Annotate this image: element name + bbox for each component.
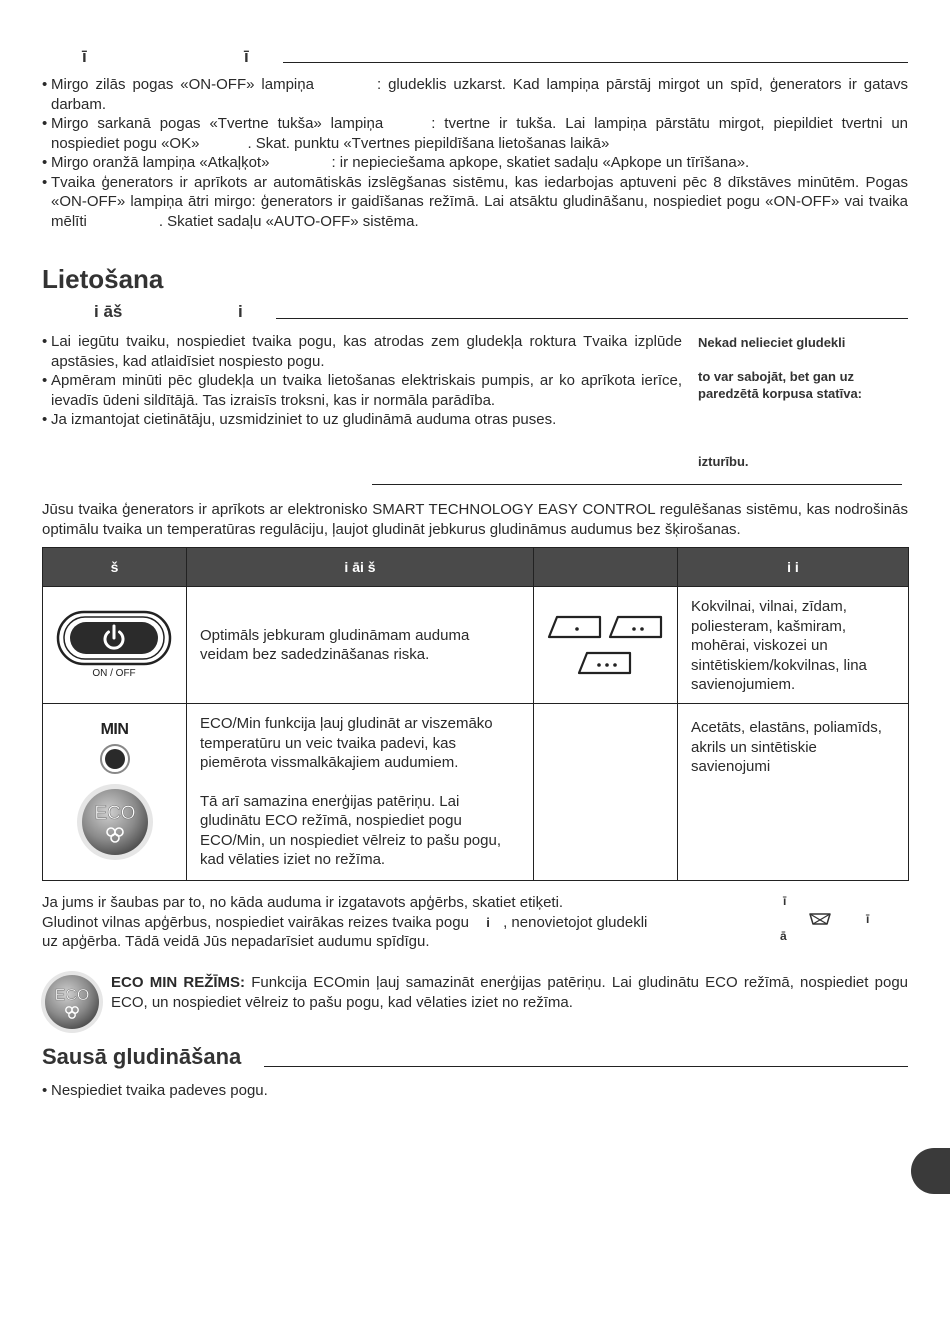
column-header: i āi š (187, 548, 534, 587)
column-header (534, 548, 678, 587)
column-header: i i (678, 548, 909, 587)
warning-note-line: paredzētā korpusa statīva: (698, 386, 863, 401)
iron-three-dots-icon (579, 653, 630, 673)
list-item: • Ja izmantojat cietinātāju, uzsmidziniet to uz gludināmā auduma otras puses. (42, 410, 682, 430)
list-item: • Mirgo oranžā lampiņa «Atkaļķot» : ir nepieciešama apkope, skatiet sadaļu «Apkope un tīrīšana». (42, 153, 908, 173)
table-header-row (43, 548, 909, 587)
table-row (43, 587, 909, 704)
list-item: • Tvaika ģenerators ir aprīkots ar automātiskās izslēgšanas sistēmu, kas iedarbojas aptuveni pēc 8 dīkstāves minūtēm. Pogas «ON-OFF» lampiņa ātri mirgo: ģenerators ir gaidīšanas režīmā. Lai atsāktu gludināšanu, nospiediet pogu «ON-OFF» vai tvaika mēlīti . Skatiet sadaļu «AUTO-OFF» sistēma. (42, 173, 908, 232)
list-item: • Nespiediet tvaika padeves pogu. (42, 1081, 908, 1101)
section-title: Lietošana (42, 264, 164, 294)
indicator-bullet-list (42, 75, 908, 231)
on-off-button-cell (43, 587, 187, 704)
description-cell: ECO/Min funkcija ļauj gludināt ar viszemāko temperatūru un veic tvaika padevi, kas piemērota vissmalkākajiem audumiem. Tā arī samazina enerģijas patēriņu. Lai gludinātu ECO režīmā, nospiediet pogu ECO/Min, un nospiediet vēlreiz to pašu pogu, kad vēlaties iziet no režīma. (187, 704, 534, 881)
on-off-button-icon (56, 606, 174, 678)
heading-rule (283, 62, 908, 63)
list-item: • Apmēram minūti pēc gludekļa un tvaika lietošanas elektriskais pumpis, ar ko aprīkota ierīce, ievadīs ūdeni sildītājā. Tas izraisīs troksni, kas ir normāla parādība. (42, 371, 682, 410)
iron-one-dot-icon (549, 617, 600, 637)
list-item: • Lai iegūtu tvaiku, nospiediet tvaika pogu, kas atrodas zem gludekļa roktura Tvaika izplūde apstāsies, kad atlaidīsiet nospiesto pogu. (42, 332, 682, 371)
fabric-types-cell: Acetāts, elastāns, poliamīds, akrils un sintētiskie savienojumi (678, 704, 909, 881)
subsection-heading-fragment: i āš (94, 302, 123, 321)
svg-text:ECO: ECO (54, 987, 90, 1004)
heading-rule (264, 1066, 908, 1067)
section-title: Sausā gludināšana (42, 1044, 242, 1069)
table-row (43, 704, 909, 881)
heading-rule (276, 318, 908, 319)
heading-rule (372, 484, 902, 485)
fabric-label-advice: Ja jums ir šaubas par to, no kāda auduma ir izgatavots apģērbs, skatiet etiķeti. Gludinot vilnas apģērbus, nospiediet vairākas reizes tvaika pogu i , nenovietojot gludekli uz apģērba. Tādā veidā Jūs nepadarīsiet audumu spīdīgu. (42, 894, 648, 950)
description-cell: Optimāls jebkuram gludināmam auduma veidam bez sadedzināšanas riska. (187, 587, 534, 704)
eco-mode-label: ECO MIN REŽĪMS: (111, 974, 246, 991)
list-item: • Mirgo sarkanā pogas «Tvertne tukša» lampiņa : tvertne ir tukša. Lai lampiņa pārstātu mirgot, piepildiet tvertni un nospiediet pogu «OK» . Skat. punktu «Tvertnes piepildīšana lietošanas laikā» (42, 114, 908, 153)
list-item: • Mirgo zilās pogas «ON-OFF» lampiņa : gludeklis uzkarst. Kad lampiņa pārstāj mirgot un spīd, ģenerators ir gatavs darbam. (42, 75, 908, 114)
iron-temperature-cell (534, 704, 678, 881)
no-tumble-dry-icon (808, 912, 832, 926)
min-indicator-icon (98, 742, 132, 776)
section-heading-fragment: ī (82, 47, 87, 66)
fabric-settings-table (42, 547, 909, 881)
section-heading-fragment: ī (244, 47, 249, 66)
iron-temperature-cell (534, 587, 678, 704)
svg-text:ON / OFF: ON / OFF (91, 668, 136, 679)
warning-note-line: izturību. (698, 454, 749, 469)
eco-icon (40, 970, 104, 1034)
warning-note-line: to var sabojāt, bet gan uz (698, 369, 855, 384)
usage-bullet-list (42, 332, 682, 430)
eco-min-button-cell (43, 704, 187, 881)
svg-text:ECO: ECO (93, 802, 136, 824)
min-label: MIN (100, 721, 129, 738)
column-header: š (43, 548, 187, 587)
smart-technology-intro: Jūsu tvaika ģenerators ir aprīkots ar elektronisko SMART TECHNOLOGY EASY CONTROL regulēšanas sistēmu, kas nodrošinās optimālu tvaika un temperatūras regulāciju, ļaujot gludināt jebkurus gludināmus audumus bez šķirošanas. (42, 501, 908, 538)
warning-note-line: Nekad nelieciet gludekli (698, 335, 846, 350)
fabric-types-cell: Kokvilnai, vilnai, zīdam, poliesteram, kašmiram, mohērai, viskozei un sintētiskiem/kokvilnas, lina savienojumiem. (678, 587, 909, 704)
eco-icon (75, 782, 155, 862)
iron-two-dots-icon (610, 617, 661, 637)
eco-mode-paragraph: ECO MIN REŽĪMS: Funkcija ECOmin ļauj samazināt enerģijas patēriņu. Lai gludinātu ECO režīmā, nospiediet pogu ECO, un nospiediet vēlreiz to pašu pogu, kad vēlaties iziet no režīma. (111, 974, 908, 1011)
page-edge-tab (911, 1148, 950, 1194)
dry-ironing-bullet-list (42, 1081, 908, 1101)
subsection-heading-fragment: i (238, 302, 243, 321)
